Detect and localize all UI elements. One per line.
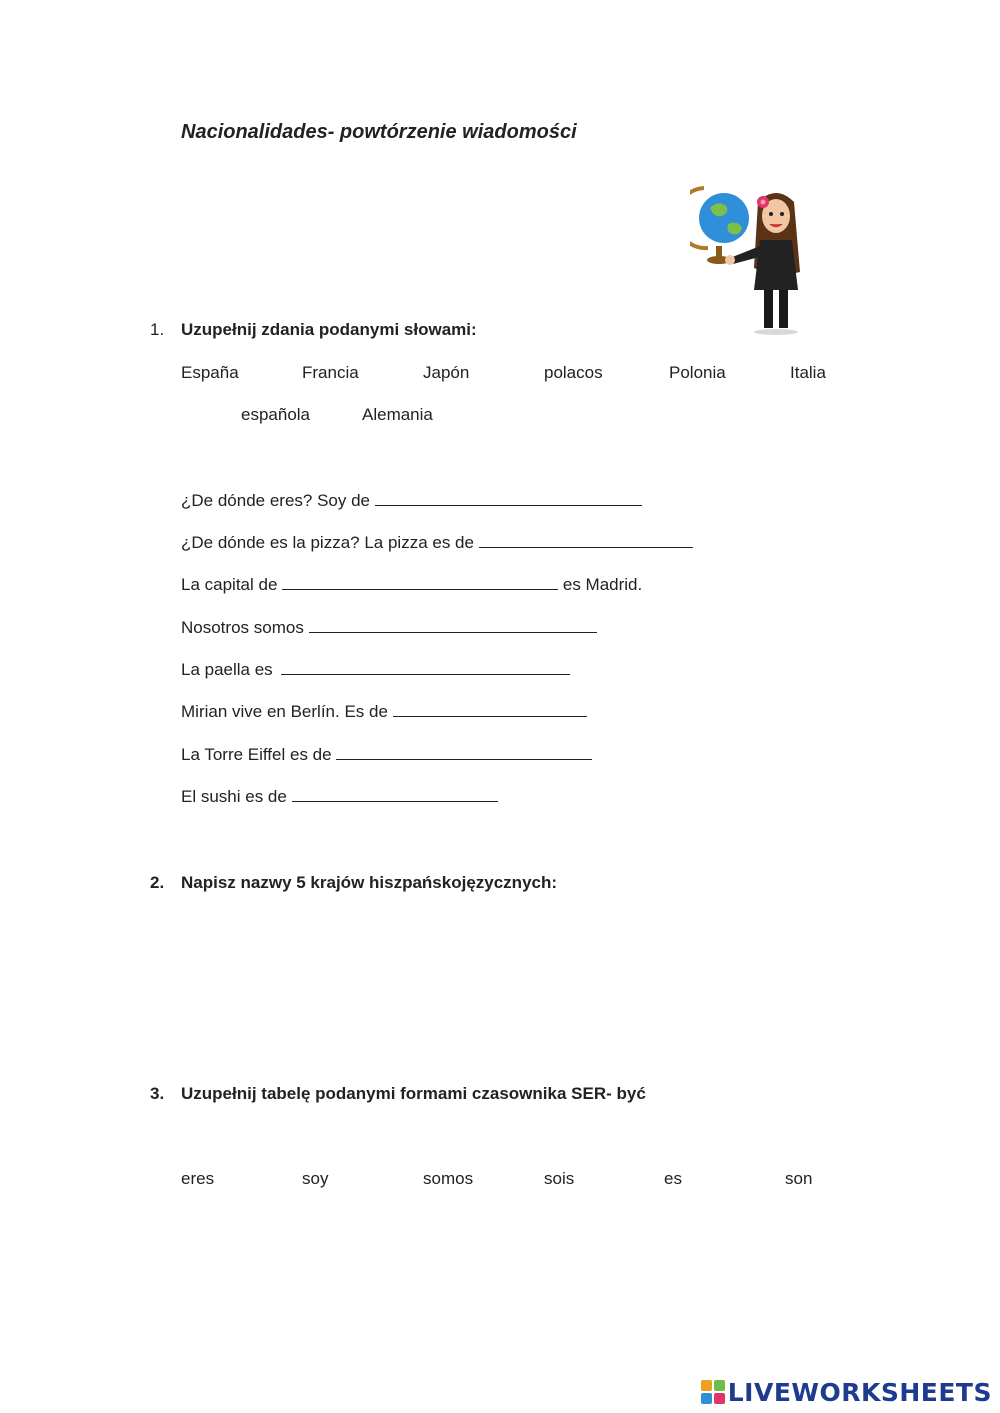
sentence-1	[181, 491, 642, 511]
verb-form-item: soy	[302, 1169, 329, 1188]
sentence-7	[181, 745, 592, 765]
word-bank-item: Polonia	[669, 363, 726, 382]
word-bank-item: polacos	[544, 363, 603, 382]
question-1-number: 1.	[150, 320, 165, 339]
sentence-text: Mirian vive en Berlín. Es de	[181, 702, 388, 721]
liveworksheets-logo-icon	[701, 1380, 725, 1404]
sentence-text: Nosotros somos	[181, 618, 304, 637]
logo-text: LIVEWORKSHEETS	[727, 1377, 992, 1407]
sentence-text: La capital de	[181, 575, 278, 594]
verb-form-item: eres	[181, 1169, 215, 1188]
sentence-5	[181, 660, 570, 680]
verb-form-item: es	[664, 1169, 682, 1188]
question-2-number: 2.	[150, 873, 165, 892]
answer-blank[interactable]	[281, 660, 570, 675]
answer-blank[interactable]	[375, 491, 642, 506]
sentence-text: La paella es	[181, 660, 273, 679]
answer-blank[interactable]	[393, 702, 587, 717]
question-1-prompt: Uzupełnij zdania podanymi słowami:	[181, 320, 477, 339]
sentence-text: ¿De dónde es la pizza? La pizza es de	[181, 533, 474, 552]
word-bank-item: española	[241, 405, 311, 424]
liveworksheets-logo	[701, 1377, 992, 1407]
answer-blank[interactable]	[479, 533, 693, 548]
sentence-2	[181, 533, 693, 553]
answer-blank[interactable]	[336, 745, 592, 760]
word-bank-item: Italia	[790, 363, 826, 382]
sentence-6	[181, 702, 587, 722]
verb-form-item: son	[785, 1169, 813, 1188]
question-3-prompt: Uzupełnij tabelę podanymi formami czasownika SER- być	[181, 1084, 646, 1103]
word-bank-item: Francia	[302, 363, 359, 382]
girl-with-globe-illustration	[690, 180, 810, 335]
word-bank-item: Japón	[423, 363, 470, 382]
word-bank-item: España	[181, 363, 239, 382]
sentence-4	[181, 618, 597, 638]
answer-blank[interactable]	[292, 787, 498, 802]
question-3-number: 3.	[150, 1084, 165, 1103]
sentence-text: El sushi es de	[181, 787, 287, 806]
sentence-text: La Torre Eiffel es de	[181, 745, 332, 764]
question-2-prompt: Napisz nazwy 5 krajów hiszpańskojęzycznych:	[181, 873, 558, 892]
verb-form-item: sois	[544, 1169, 575, 1188]
verb-form-item: somos	[423, 1169, 474, 1188]
answer-blank[interactable]	[309, 618, 597, 633]
worksheet-title: Nacionalidades- powtórzenie wiadomości	[181, 121, 577, 143]
sentence-3	[181, 575, 642, 595]
sentence-text: ¿De dónde eres? Soy de	[181, 491, 371, 510]
word-bank-item: Alemania	[362, 405, 433, 424]
sentence-8	[181, 787, 498, 807]
sentence-text-after: es Madrid.	[562, 575, 643, 594]
answer-blank[interactable]	[282, 575, 558, 590]
